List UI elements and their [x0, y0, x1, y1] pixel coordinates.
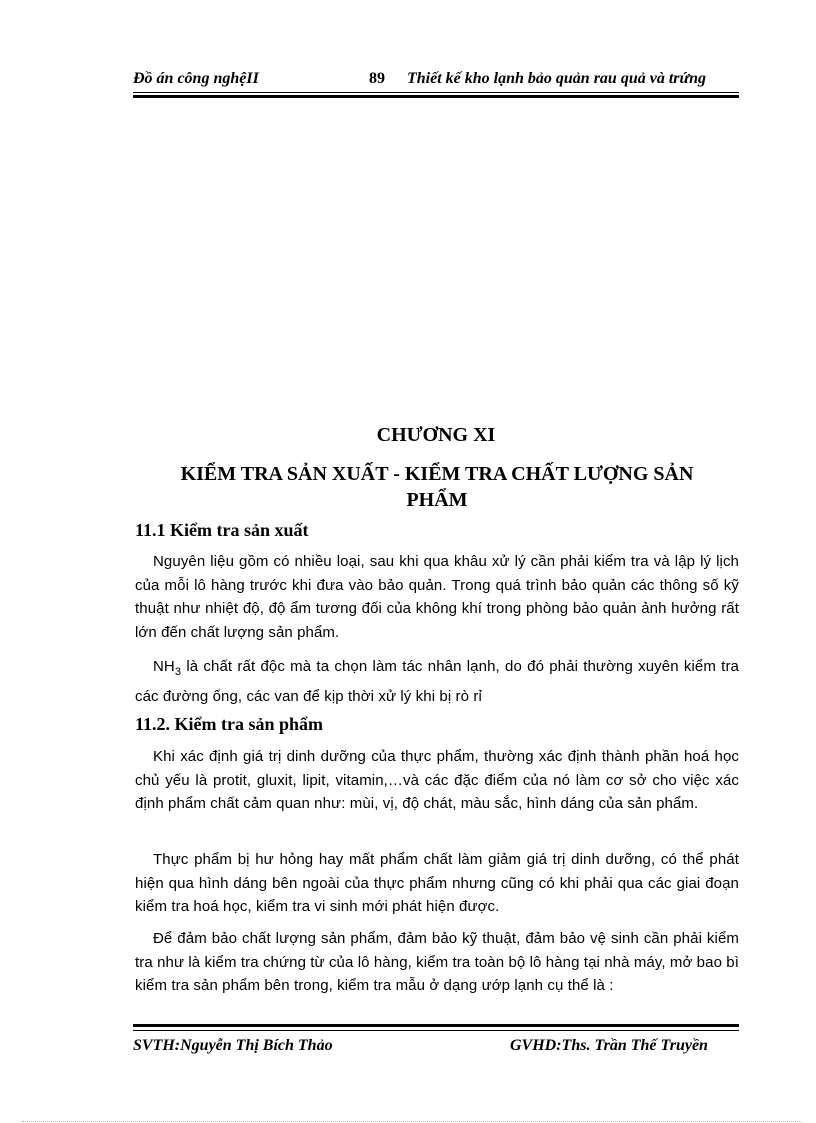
header-course-title: Đồ án công nghệII: [133, 70, 259, 87]
section-heading-11-2: 11.2. Kiểm tra sản phẩm: [135, 714, 324, 734]
page-number: 89: [369, 70, 385, 87]
footer-advisor: GVHD:Ths. Trần Thế Truyền: [510, 1037, 708, 1054]
paragraph-nutrition: Khi xác định giá trị dinh dưỡng của thực phẩm, thường xác định thành phần hoá học chủ yếu là protit, gluxit, lipit, vitamin,…và các đặc điểm của nó làm cơ sở cho việc xác định phẩm chất cảm quan như: mùi, vị, độ chát, màu sắc, hình dáng của sản phẩm.: [135, 748, 739, 812]
paragraph-raw-materials: Nguyên liệu gồm có nhiều loại, sau khi qua khâu xử lý cần phải kiểm tra và lập lý lịch của mỗi lô hàng trước khi đưa vào bảo quản. Trong quá trình bảo quản các thông số kỹ thuật như nhiệt độ, độ ẩm tương đối của không khí trong phòng bảo quản ảnh hưởng rất lớn đến chất lượng sản phẩm.: [135, 553, 739, 641]
paragraph-nh3-text: là chất rất độc mà ta chọn làm tác nhân lạnh, do đó phải thường xuyên kiểm tra các đường ống, các van để kịp thời xử lý khi bị rò rỉ: [135, 658, 739, 705]
page-bottom-border: [22, 1121, 802, 1122]
formula-subscript: 3: [174, 666, 182, 678]
header-project-title: Thiết kế kho lạnh bảo quản rau quả và trứng: [407, 70, 706, 87]
chapter-title-line2: PHẨM: [406, 489, 468, 511]
formula-nh: NH: [153, 658, 175, 675]
footer-student: SVTH:Nguyễn Thị Bích Thảo: [133, 1037, 333, 1054]
footer-rule-thick: [133, 1024, 739, 1027]
header-rule-thick: [133, 95, 739, 98]
paragraph-nh3: [135, 655, 739, 708]
chapter-title-line1: KIỂM TRA SẢN XUẤT - KIỂM TRA CHẤT LƯỢNG SẢN: [180, 463, 694, 485]
chapter-label: CHƯƠNG XI: [376, 424, 496, 446]
paragraph-quality-check: Để đảm bảo chất lượng sản phẩm, đảm bảo kỹ thuật, đảm bảo vệ sinh cần phải kiểm tra như là kiểm tra chứng từ của lô hàng, kiểm tra toàn bộ lô hàng tại nhà máy, mở bao bì kiểm tra sản phẩm bên trong, kiểm tra mẫu ở dạng ướp lạnh cụ thể là :: [135, 930, 739, 994]
page-footer: [133, 1037, 739, 1061]
page-header: [133, 66, 739, 90]
header-rule-thin: [133, 92, 739, 93]
footer-rule-thin: [133, 1030, 739, 1031]
section-heading-11-1: 11.1 Kiểm tra sản xuất: [135, 520, 309, 540]
paragraph-spoilage: Thực phẩm bị hư hỏng hay mất phẩm chất làm giảm giá trị dinh dưỡng, có thể phát hiện qua hình dáng bên ngoài của thực phẩm nhưng cũng có khi phải qua các giai đoạn kiểm tra hoá học, kiểm tra vi sinh mới phát hiện được.: [135, 851, 739, 915]
